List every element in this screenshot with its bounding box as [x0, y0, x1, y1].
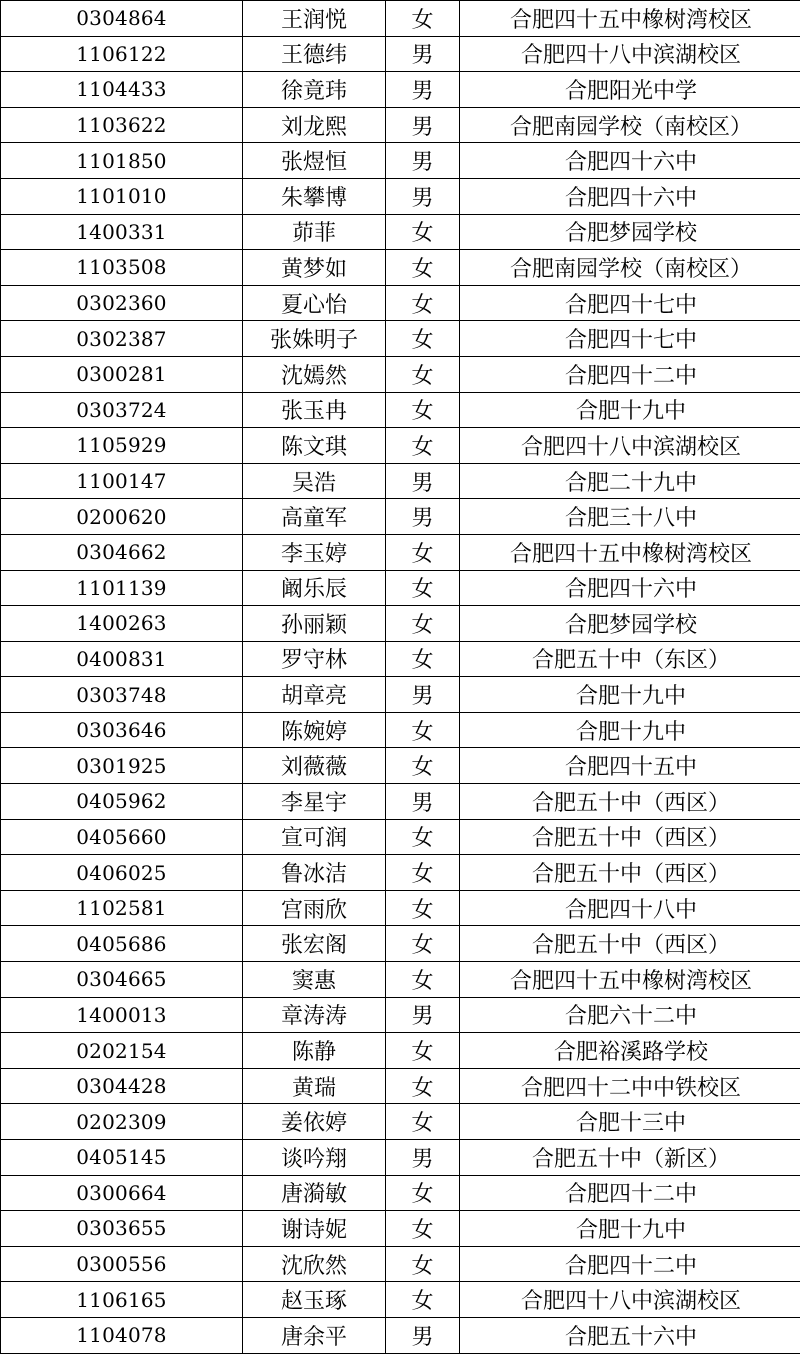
- student-name-cell: 谈吟翔: [243, 1140, 386, 1176]
- table-row: [1, 250, 800, 286]
- student-id-cell: 1101139: [1, 570, 243, 606]
- student-id-cell: 0304428: [1, 1068, 243, 1104]
- student-id-cell: 1104078: [1, 1317, 243, 1353]
- table-row: [1, 855, 800, 891]
- table-row: [1, 36, 800, 72]
- table-row: [1, 890, 800, 926]
- student-name-cell: 王润悦: [243, 1, 386, 37]
- roster-body: [1, 1, 800, 1354]
- school-cell: 合肥四十六中: [460, 570, 800, 606]
- school-cell: 合肥四十六中: [460, 143, 800, 179]
- school-cell: 合肥阳光中学: [460, 72, 800, 108]
- student-id-cell: 0304665: [1, 962, 243, 998]
- school-cell: 合肥五十中（西区）: [460, 819, 800, 855]
- student-name-cell: 高童军: [243, 499, 386, 535]
- gender-cell: 女: [386, 250, 460, 286]
- student-id-cell: 1103622: [1, 107, 243, 143]
- student-name-cell: 张宏阁: [243, 926, 386, 962]
- gender-cell: 男: [386, 107, 460, 143]
- school-cell: 合肥五十中（西区）: [460, 926, 800, 962]
- school-cell: 合肥四十五中橡树湾校区: [460, 534, 800, 570]
- student-id-cell: 1106165: [1, 1282, 243, 1318]
- school-cell: 合肥十九中: [460, 392, 800, 428]
- gender-cell: 女: [386, 1211, 460, 1247]
- gender-cell: 女: [386, 428, 460, 464]
- student-name-cell: 姜依婷: [243, 1104, 386, 1140]
- student-name-cell: 徐竟玮: [243, 72, 386, 108]
- student-id-cell: 0302387: [1, 321, 243, 357]
- student-name-cell: 宣可润: [243, 819, 386, 855]
- gender-cell: 男: [386, 499, 460, 535]
- gender-cell: 男: [386, 1317, 460, 1353]
- student-id-cell: 1100147: [1, 463, 243, 499]
- gender-cell: 女: [386, 1282, 460, 1318]
- school-cell: 合肥十三中: [460, 1104, 800, 1140]
- table-row: [1, 214, 800, 250]
- student-name-cell: 张玉冉: [243, 392, 386, 428]
- student-name-cell: 黄梦如: [243, 250, 386, 286]
- student-id-cell: 1400263: [1, 606, 243, 642]
- student-name-cell: 谢诗妮: [243, 1211, 386, 1247]
- table-row: [1, 463, 800, 499]
- school-cell: 合肥十九中: [460, 712, 800, 748]
- table-row: [1, 712, 800, 748]
- gender-cell: 男: [386, 36, 460, 72]
- school-cell: 合肥二十九中: [460, 463, 800, 499]
- gender-cell: 女: [386, 1, 460, 37]
- student-name-cell: 黄瑞: [243, 1068, 386, 1104]
- gender-cell: 男: [386, 72, 460, 108]
- student-id-cell: 0405145: [1, 1140, 243, 1176]
- student-id-cell: 0400831: [1, 641, 243, 677]
- table-row: [1, 1033, 800, 1069]
- school-cell: 合肥四十八中滨湖校区: [460, 1282, 800, 1318]
- school-cell: 合肥四十八中: [460, 890, 800, 926]
- gender-cell: 女: [386, 392, 460, 428]
- student-id-cell: 1103508: [1, 250, 243, 286]
- school-cell: 合肥梦园学校: [460, 606, 800, 642]
- table-row: [1, 1317, 800, 1353]
- student-name-cell: 唐余平: [243, 1317, 386, 1353]
- table-row: [1, 534, 800, 570]
- student-id-cell: 0406025: [1, 855, 243, 891]
- student-id-cell: 1101010: [1, 178, 243, 214]
- gender-cell: 女: [386, 1104, 460, 1140]
- student-name-cell: 王德纬: [243, 36, 386, 72]
- table-row: [1, 784, 800, 820]
- student-id-cell: 0303748: [1, 677, 243, 713]
- student-name-cell: 唐漪敏: [243, 1175, 386, 1211]
- student-id-cell: 1105929: [1, 428, 243, 464]
- school-cell: 合肥四十五中橡树湾校区: [460, 962, 800, 998]
- student-id-cell: 0304864: [1, 1, 243, 37]
- student-name-cell: 胡章亮: [243, 677, 386, 713]
- school-cell: 合肥五十中（西区）: [460, 855, 800, 891]
- student-name-cell: 张姝明子: [243, 321, 386, 357]
- student-name-cell: 赵玉琢: [243, 1282, 386, 1318]
- gender-cell: 女: [386, 214, 460, 250]
- table-row: [1, 1211, 800, 1247]
- student-name-cell: 宫雨欣: [243, 890, 386, 926]
- school-cell: 合肥四十五中: [460, 748, 800, 784]
- gender-cell: 女: [386, 926, 460, 962]
- school-cell: 合肥五十中（东区）: [460, 641, 800, 677]
- gender-cell: 男: [386, 997, 460, 1033]
- gender-cell: 女: [386, 641, 460, 677]
- student-id-cell: 1101850: [1, 143, 243, 179]
- school-cell: 合肥四十六中: [460, 178, 800, 214]
- school-cell: 合肥五十中（西区）: [460, 784, 800, 820]
- gender-cell: 女: [386, 855, 460, 891]
- school-cell: 合肥南园学校（南校区）: [460, 250, 800, 286]
- student-id-cell: 0301925: [1, 748, 243, 784]
- student-name-cell: 阚乐辰: [243, 570, 386, 606]
- school-cell: 合肥四十二中: [460, 356, 800, 392]
- school-cell: 合肥梦园学校: [460, 214, 800, 250]
- student-id-cell: 0302360: [1, 285, 243, 321]
- gender-cell: 女: [386, 1033, 460, 1069]
- student-id-cell: 0405962: [1, 784, 243, 820]
- student-name-cell: 窦惠: [243, 962, 386, 998]
- gender-cell: 女: [386, 748, 460, 784]
- student-name-cell: 沈欣然: [243, 1246, 386, 1282]
- student-name-cell: 吴浩: [243, 463, 386, 499]
- student-id-cell: 1102581: [1, 890, 243, 926]
- gender-cell: 女: [386, 890, 460, 926]
- student-id-cell: 0300664: [1, 1175, 243, 1211]
- student-id-cell: 0304662: [1, 534, 243, 570]
- gender-cell: 男: [386, 677, 460, 713]
- gender-cell: 女: [386, 606, 460, 642]
- table-row: [1, 570, 800, 606]
- table-row: [1, 926, 800, 962]
- school-cell: 合肥南园学校（南校区）: [460, 107, 800, 143]
- student-id-cell: 0405660: [1, 819, 243, 855]
- student-id-cell: 0202154: [1, 1033, 243, 1069]
- student-name-cell: 刘龙熙: [243, 107, 386, 143]
- student-id-cell: 0303655: [1, 1211, 243, 1247]
- gender-cell: 女: [386, 962, 460, 998]
- school-cell: 合肥四十八中滨湖校区: [460, 428, 800, 464]
- table-row: [1, 677, 800, 713]
- table-row: [1, 1246, 800, 1282]
- table-row: [1, 143, 800, 179]
- student-name-cell: 孙丽颖: [243, 606, 386, 642]
- table-row: [1, 107, 800, 143]
- school-cell: 合肥四十二中: [460, 1175, 800, 1211]
- student-name-cell: 李星宇: [243, 784, 386, 820]
- gender-cell: 女: [386, 321, 460, 357]
- table-row: [1, 321, 800, 357]
- table-row: [1, 1068, 800, 1104]
- table-row: [1, 499, 800, 535]
- gender-cell: 男: [386, 784, 460, 820]
- student-id-cell: 0300281: [1, 356, 243, 392]
- school-cell: 合肥四十七中: [460, 321, 800, 357]
- table-row: [1, 962, 800, 998]
- gender-cell: 女: [386, 819, 460, 855]
- table-row: [1, 285, 800, 321]
- table-row: [1, 997, 800, 1033]
- table-row: [1, 1175, 800, 1211]
- school-cell: 合肥五十六中: [460, 1317, 800, 1353]
- table-row: [1, 606, 800, 642]
- student-name-cell: 鲁冰洁: [243, 855, 386, 891]
- student-name-cell: 沈嫣然: [243, 356, 386, 392]
- student-name-cell: 李玉婷: [243, 534, 386, 570]
- table-row: [1, 1282, 800, 1318]
- student-name-cell: 陈静: [243, 1033, 386, 1069]
- gender-cell: 女: [386, 1175, 460, 1211]
- student-name-cell: 张煜恒: [243, 143, 386, 179]
- school-cell: 合肥四十五中橡树湾校区: [460, 1, 800, 37]
- student-id-cell: 1400013: [1, 997, 243, 1033]
- gender-cell: 男: [386, 1140, 460, 1176]
- table-row: [1, 819, 800, 855]
- table-row: [1, 72, 800, 108]
- school-cell: 合肥十九中: [460, 677, 800, 713]
- student-name-cell: 章涛涛: [243, 997, 386, 1033]
- gender-cell: 女: [386, 1068, 460, 1104]
- school-cell: 合肥六十二中: [460, 997, 800, 1033]
- table-row: [1, 178, 800, 214]
- student-id-cell: 1400331: [1, 214, 243, 250]
- student-id-cell: 0200620: [1, 499, 243, 535]
- gender-cell: 女: [386, 285, 460, 321]
- school-cell: 合肥三十八中: [460, 499, 800, 535]
- student-name-cell: 茆菲: [243, 214, 386, 250]
- gender-cell: 男: [386, 178, 460, 214]
- gender-cell: 男: [386, 463, 460, 499]
- student-id-cell: 0303646: [1, 712, 243, 748]
- table-row: [1, 1104, 800, 1140]
- table-row: [1, 356, 800, 392]
- student-id-cell: 0202309: [1, 1104, 243, 1140]
- table-row: [1, 392, 800, 428]
- school-cell: 合肥四十二中中铁校区: [460, 1068, 800, 1104]
- school-cell: 合肥十九中: [460, 1211, 800, 1247]
- gender-cell: 女: [386, 1246, 460, 1282]
- school-cell: 合肥四十八中滨湖校区: [460, 36, 800, 72]
- school-cell: 合肥裕溪路学校: [460, 1033, 800, 1069]
- student-name-cell: 夏心怡: [243, 285, 386, 321]
- student-id-cell: 0303724: [1, 392, 243, 428]
- student-name-cell: 陈婉婷: [243, 712, 386, 748]
- table-row: [1, 428, 800, 464]
- student-name-cell: 朱攀博: [243, 178, 386, 214]
- student-id-cell: 0300556: [1, 1246, 243, 1282]
- student-name-cell: 罗守林: [243, 641, 386, 677]
- gender-cell: 女: [386, 570, 460, 606]
- gender-cell: 女: [386, 534, 460, 570]
- school-cell: 合肥四十二中: [460, 1246, 800, 1282]
- table-row: [1, 1, 800, 37]
- student-name-cell: 刘薇薇: [243, 748, 386, 784]
- gender-cell: 男: [386, 143, 460, 179]
- student-id-cell: 1106122: [1, 36, 243, 72]
- table-row: [1, 1140, 800, 1176]
- gender-cell: 女: [386, 712, 460, 748]
- school-cell: 合肥四十七中: [460, 285, 800, 321]
- school-cell: 合肥五十中（新区）: [460, 1140, 800, 1176]
- table-row: [1, 748, 800, 784]
- student-name-cell: 陈文琪: [243, 428, 386, 464]
- student-id-cell: 0405686: [1, 926, 243, 962]
- gender-cell: 女: [386, 356, 460, 392]
- student-id-cell: 1104433: [1, 72, 243, 108]
- table-row: [1, 641, 800, 677]
